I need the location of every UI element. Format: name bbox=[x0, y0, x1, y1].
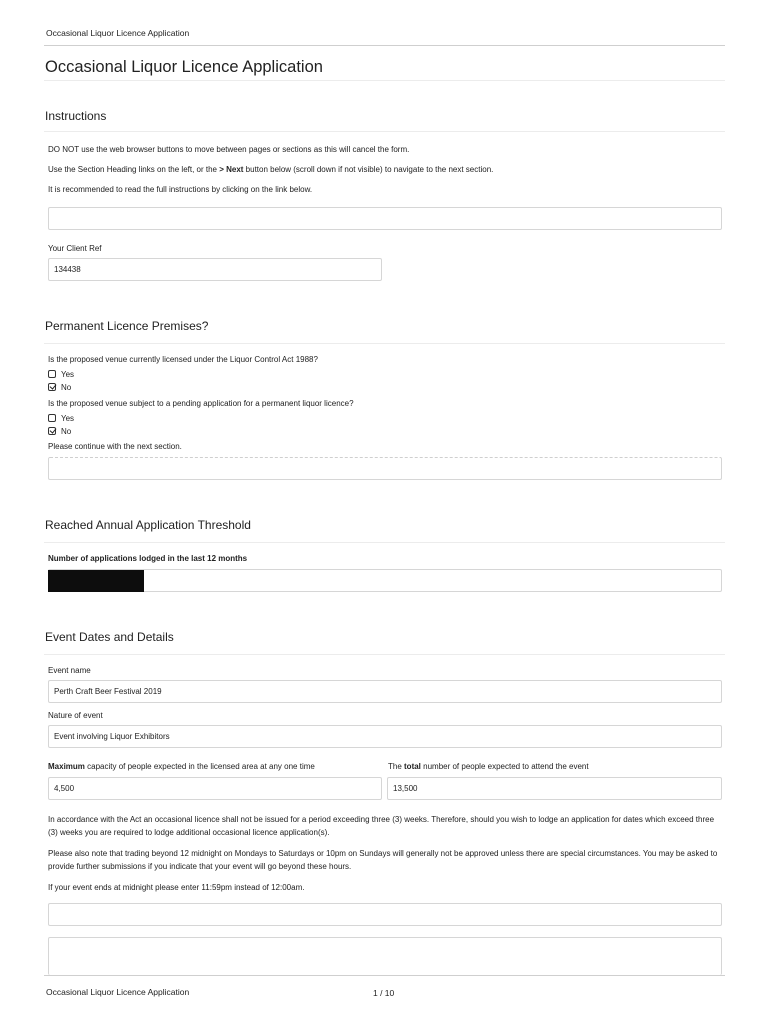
checkbox-checked-icon bbox=[48, 383, 56, 391]
question-currently-licensed: Is the proposed venue currently licensed under the Liquor Control Act 1988? bbox=[48, 355, 318, 364]
footer-divider bbox=[44, 975, 725, 976]
header-divider bbox=[44, 45, 725, 46]
continue-field[interactable] bbox=[48, 457, 722, 480]
page-number: 1 / 10 bbox=[373, 988, 395, 998]
instruction-line-3: It is recommended to read the full instructions by clicking on the link below. bbox=[48, 185, 313, 194]
duration-notice: In accordance with the Act an occasional licence shall not be issued for a period exceeding three (3) weeks. Therefore, should you wish to lodge an application for dates which exceed three (3) weeks you are required to lodge additional occasional licence application(s). bbox=[48, 815, 715, 837]
section-divider bbox=[44, 131, 725, 132]
option-pending-application-yes[interactable]: Yes bbox=[48, 412, 74, 424]
continue-note: Please continue with the next section. bbox=[48, 442, 182, 451]
max-capacity-field[interactable]: 4,500 bbox=[48, 777, 382, 800]
section-divider bbox=[44, 343, 725, 344]
total-attendance-field[interactable]: 13,500 bbox=[387, 777, 722, 800]
total-attendance-label: The total number of people expected to attend the event bbox=[388, 762, 589, 771]
applications-lodged-label: Number of applications lodged in the last 12 months bbox=[48, 554, 248, 563]
instruction-line-1: DO NOT use the web browser buttons to move between pages or sections as this will cancel the form. bbox=[48, 145, 410, 154]
option-currently-licensed-yes[interactable]: Yes bbox=[48, 368, 74, 380]
question-pending-application: Is the proposed venue subject to a pending application for a permanent liquor licence? bbox=[48, 399, 354, 408]
page-title: Occasional Liquor Licence Application bbox=[45, 58, 323, 76]
section-heading-permanent-premises: Permanent Licence Premises? bbox=[45, 319, 209, 333]
checkbox-unchecked-icon bbox=[48, 414, 56, 422]
running-header: Occasional Liquor Licence Application bbox=[46, 28, 190, 38]
applications-lodged-field[interactable] bbox=[48, 569, 722, 592]
option-currently-licensed-no[interactable]: No bbox=[48, 381, 71, 393]
event-name-field[interactable]: Perth Craft Beer Festival 2019 bbox=[48, 680, 722, 703]
section-heading-instructions: Instructions bbox=[45, 109, 107, 123]
title-divider bbox=[44, 80, 725, 81]
event-name-label: Event name bbox=[48, 666, 91, 675]
event-nature-label: Nature of event bbox=[48, 711, 103, 720]
section-heading-event-details: Event Dates and Details bbox=[45, 630, 174, 644]
section-divider bbox=[44, 542, 725, 543]
client-ref-label: Your Client Ref bbox=[48, 244, 102, 253]
section-divider bbox=[44, 654, 725, 655]
event-dates-field[interactable] bbox=[48, 903, 722, 926]
checkbox-unchecked-icon bbox=[48, 370, 56, 378]
checkbox-checked-icon bbox=[48, 427, 56, 435]
redacted-value bbox=[48, 570, 144, 592]
instruction-line-2: Use the Section Heading links on the left, or the > Next button below (scroll down if not visible) to navigate to the next section. bbox=[48, 165, 494, 174]
footer-title: Occasional Liquor Licence Application bbox=[46, 987, 190, 997]
event-nature-field[interactable]: Event involving Liquor Exhibitors bbox=[48, 725, 722, 748]
trading-hours-notice: Please also note that trading beyond 12 midnight on Mondays to Saturdays or 10pm on Sundays will generally not be approved unless there are special circumstances. You may be asked to provide further submissions if you indicate that your event will go beyond these hours. bbox=[48, 849, 718, 871]
option-pending-application-no[interactable]: No bbox=[48, 425, 71, 437]
event-dates-table[interactable] bbox=[48, 937, 722, 975]
section-heading-threshold: Reached Annual Application Threshold bbox=[45, 518, 251, 532]
midnight-notice: If your event ends at midnight please enter 11:59pm instead of 12:00am. bbox=[48, 883, 305, 892]
max-capacity-label: Maximum capacity of people expected in the licensed area at any one time bbox=[48, 762, 315, 771]
instructions-link-field[interactable] bbox=[48, 207, 722, 230]
client-ref-field[interactable]: 134438 bbox=[48, 258, 382, 281]
